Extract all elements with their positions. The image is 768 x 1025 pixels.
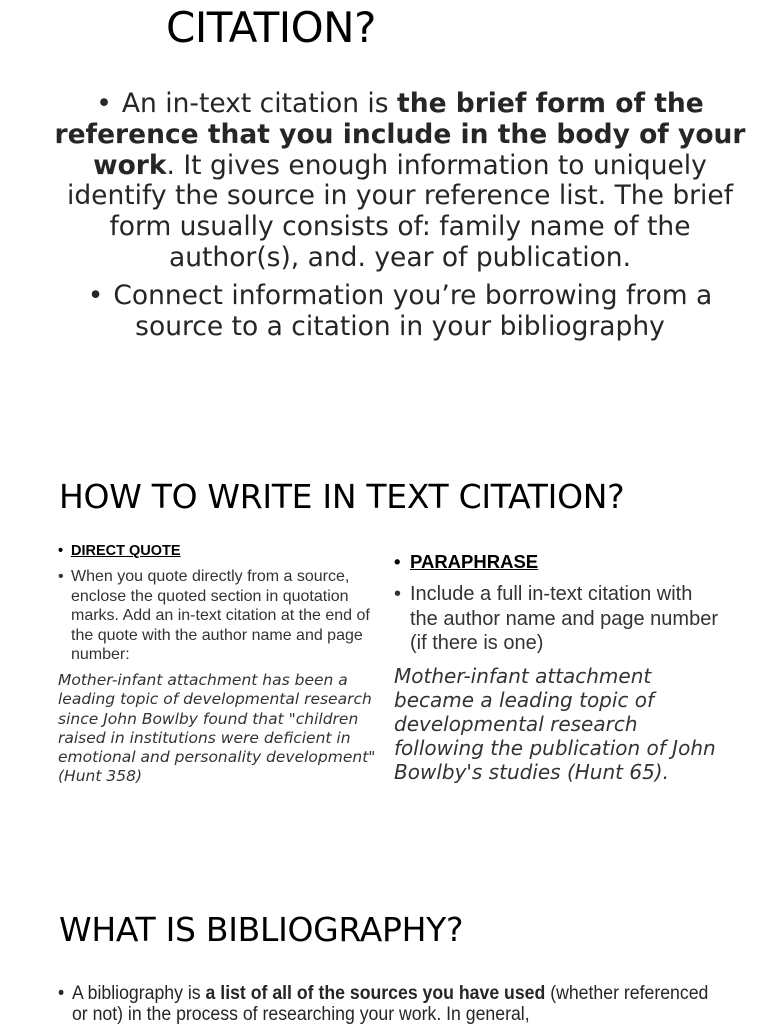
bullet-icon: • <box>87 279 104 311</box>
list-item-connect <box>48 281 752 343</box>
paraphrase-column <box>394 550 724 785</box>
bullet-icon: • <box>58 543 64 559</box>
bullet-icon: • <box>96 88 112 119</box>
slide-title-bibliography: WHAT IS BIBLIOGRAPHY? <box>59 910 464 949</box>
direct-quote-description: • When you quote directly from a source, enclose the quoted section in quotation marks. Add an in-text citation at the end of the quote with the author name and page number: <box>58 568 370 664</box>
bullet-icon: • <box>58 568 64 585</box>
definition-text-lead: An in-text citation is <box>121 88 398 119</box>
bibliography-text-bold: a list of all of the sources you have used <box>205 983 546 1004</box>
list-item-definition <box>48 89 752 274</box>
bullet-icon: • <box>394 583 402 605</box>
bullet-icon: • <box>58 983 65 1004</box>
direct-quote-heading: • DIRECT QUOTE <box>58 543 181 559</box>
connect-text: Connect information you’re borrowing from a source to a citation in your bibliography <box>113 279 713 342</box>
paraphrase-heading: • PARAPHRASE <box>394 551 539 572</box>
direct-quote-example: Mother-infant attachment has been a leading topic of developmental research since John Bowlby found that "children raised in institutions were deficient in emotional and personality development"(Hunt 358) <box>58 670 376 786</box>
slide-title-how-to-write: HOW TO WRITE IN TEXT CITATION? <box>59 477 625 516</box>
definition-text-bold: the brief form of the reference that you include in the body of your work <box>54 88 746 181</box>
slide-title-citation: CITATION? <box>166 3 376 52</box>
definition-text-rest: . It gives enough information to uniquely identify the source in your reference list. The brief form usually consists of: family name of the author(s), and. year of publication. <box>66 149 734 273</box>
citation-definition-list <box>48 89 752 349</box>
paraphrase-description: • Include a full in-text citation with the author name and page number (if there is one) <box>394 583 718 654</box>
bullet-icon: • <box>394 551 401 572</box>
bibliography-definition <box>58 984 709 1025</box>
list-item-bibliography: • A bibliography is a list of all of the sources you have used (whether referenced or not) in the process of researching your work. In general, <box>58 983 709 1025</box>
paraphrase-example: Mother-infant attachment became a leading topic of developmental research following the publication of John Bowlby's studies (Hunt 65). <box>394 663 716 785</box>
direct-quote-column <box>58 541 378 787</box>
